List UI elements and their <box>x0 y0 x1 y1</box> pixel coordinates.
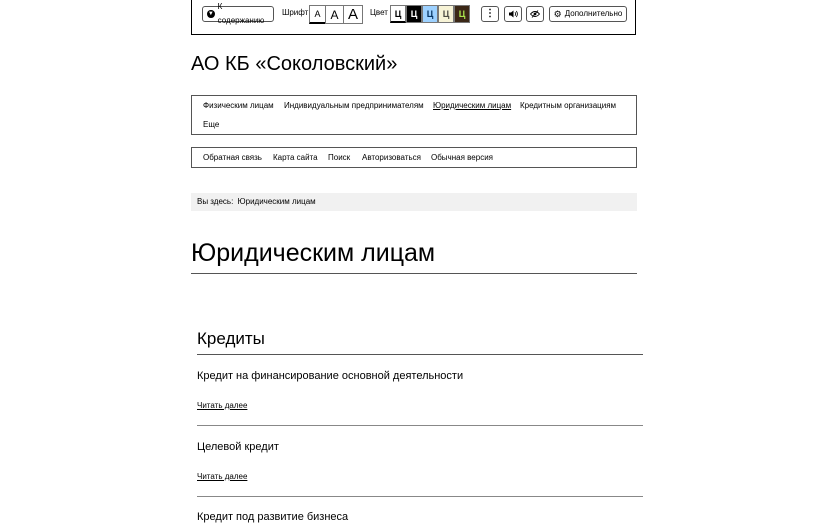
font-size-small-label: A <box>314 9 321 19</box>
settings-menu-button[interactable] <box>481 6 499 22</box>
font-size-large-button[interactable] <box>343 5 363 24</box>
nav-item-sitemap[interactable]: Карта сайта <box>273 153 318 162</box>
page-title: Юридическим лицам <box>191 239 436 267</box>
font-size-medium-button[interactable] <box>325 5 344 24</box>
to-content-label: К содержанию <box>217 2 265 25</box>
color-scheme-letter: Ц <box>458 9 466 19</box>
nav-item-feedback[interactable]: Обратная связь <box>203 153 262 162</box>
more-settings-button[interactable] <box>549 6 627 22</box>
gear-icon: ⚙ <box>553 8 562 19</box>
breadcrumb-current: Юридическим лицам <box>237 197 316 206</box>
article-divider <box>197 425 643 426</box>
eye-slash-icon <box>530 10 540 18</box>
article-divider <box>197 496 643 497</box>
color-scheme-brown-button[interactable] <box>454 5 470 23</box>
font-size-large-label: A <box>347 6 358 23</box>
service-nav <box>191 147 637 168</box>
read-more-link[interactable]: Читать далее <box>197 401 248 410</box>
nav-item-entrepreneurs[interactable]: Индивидуальным предпринимателям <box>284 101 424 110</box>
section-title: Кредиты <box>197 329 265 348</box>
nav-item-search[interactable]: Поиск <box>328 153 351 162</box>
article-title[interactable]: Целевой кредит <box>197 441 279 453</box>
main-nav <box>191 95 637 135</box>
article-title[interactable]: Кредит на финансирование основной деятельности <box>197 370 464 382</box>
accessibility-toolbar <box>191 0 636 35</box>
site-title[interactable]: АО КБ «Соколовский» <box>191 53 398 75</box>
color-label: Цвет <box>370 8 388 17</box>
speaker-icon <box>509 10 518 18</box>
breadcrumb <box>191 193 637 211</box>
color-scheme-blue-button[interactable] <box>422 5 438 23</box>
color-scheme-letter: Ц <box>410 9 418 19</box>
more-settings-label: Дополнительно <box>564 9 623 18</box>
to-content-button[interactable] <box>202 2 274 25</box>
nav-item-login[interactable]: Авторизоваться <box>362 153 421 162</box>
read-more-link[interactable]: Читать далее <box>197 472 248 481</box>
nav-item-credit-organizations[interactable]: Кредитным организациям <box>520 101 617 110</box>
color-scheme-white-button[interactable] <box>390 5 406 23</box>
section-divider <box>197 354 643 355</box>
font-label: Шрифт <box>282 8 309 17</box>
images-toggle-button[interactable] <box>526 6 544 22</box>
article-title[interactable]: Кредит под развитие бизнеса <box>197 511 349 523</box>
vertical-dots-icon: ⋮ <box>485 8 495 19</box>
color-scheme-letter: Ц <box>426 9 434 19</box>
arrow-down-circle-icon: ▼ <box>207 11 214 17</box>
font-size-small-button[interactable] <box>309 5 326 24</box>
color-scheme-letter: Ц <box>442 9 450 19</box>
page-title-divider <box>191 273 637 274</box>
breadcrumb-prefix: Вы здесь: <box>197 197 234 206</box>
color-scheme-letter: Ц <box>394 8 402 19</box>
nav-item-more[interactable]: Еще <box>203 120 220 129</box>
nav-item-normal-version[interactable]: Обычная версия <box>431 153 494 162</box>
speech-button[interactable] <box>504 6 522 22</box>
nav-item-legal-entities[interactable]: Юридическим лицам <box>433 101 512 110</box>
nav-item-individuals[interactable]: Физическим лицам <box>203 101 274 110</box>
color-scheme-beige-button[interactable] <box>438 5 454 23</box>
color-scheme-black-button[interactable] <box>406 5 422 23</box>
font-size-medium-label: A <box>330 7 339 22</box>
